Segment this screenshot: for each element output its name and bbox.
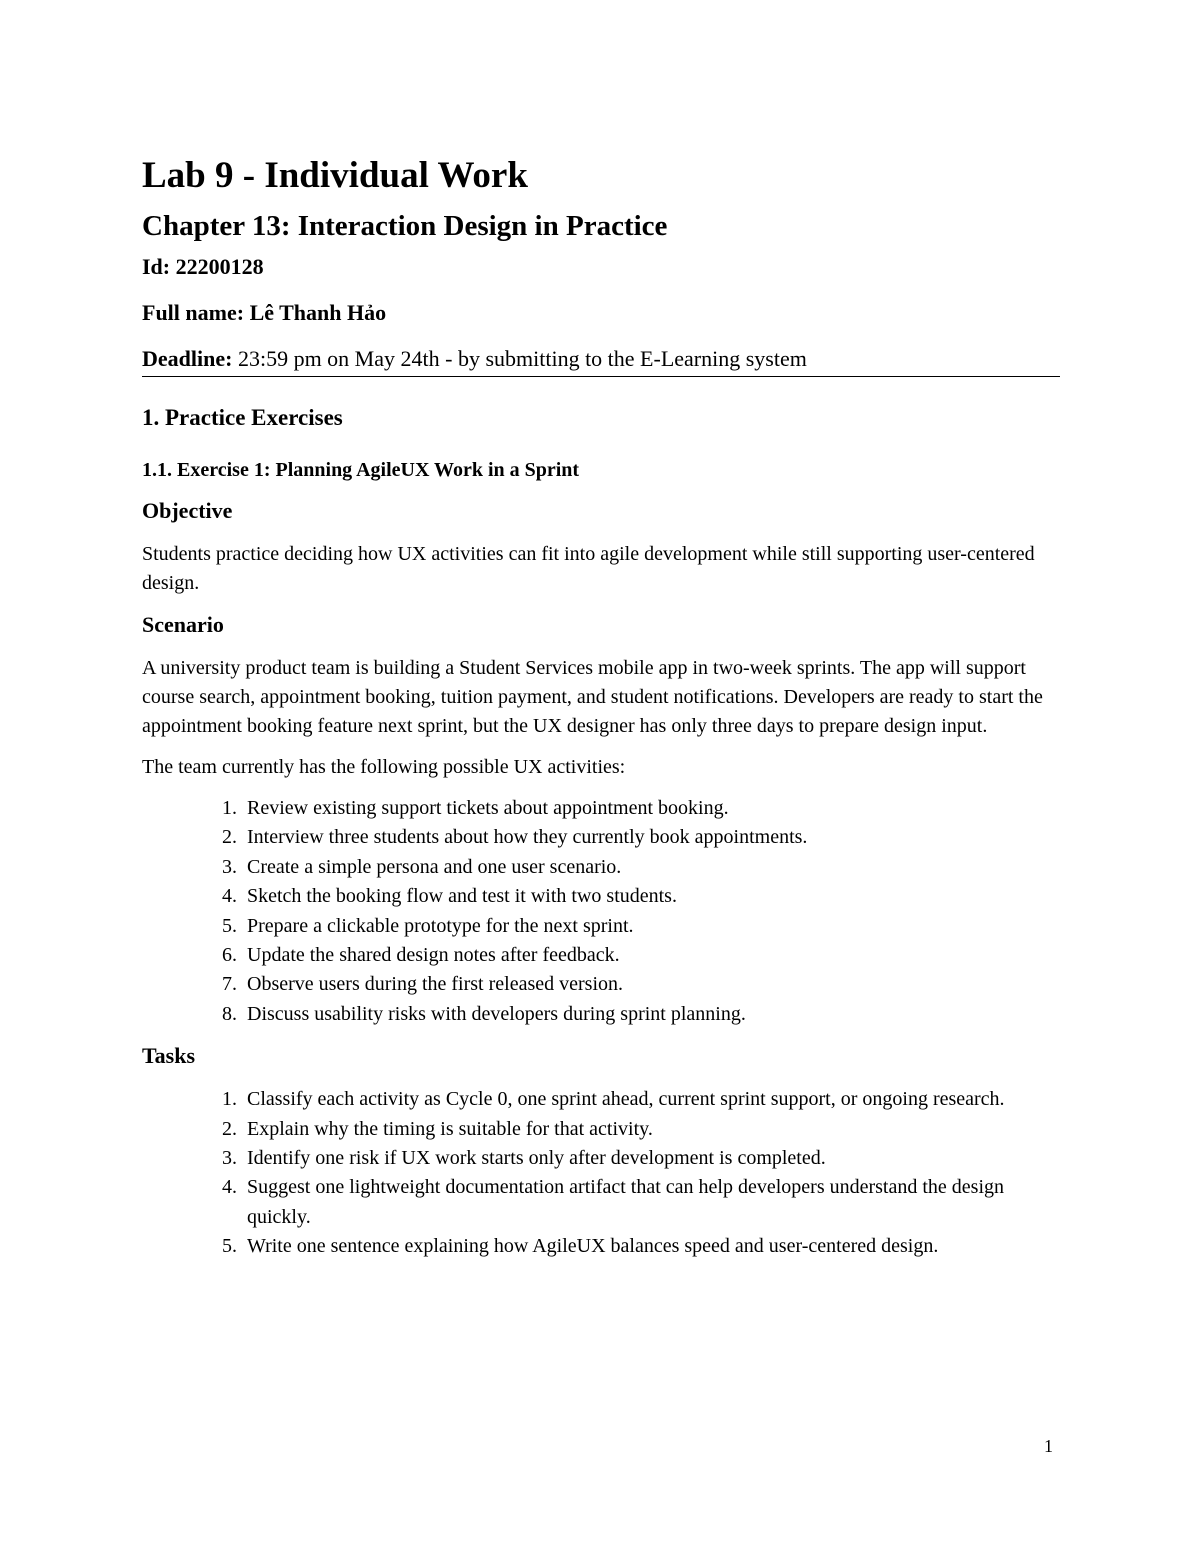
deadline-value: 23:59 pm on May 24th - by submitting to the E-Learning system — [232, 346, 807, 371]
page-number: 1 — [1044, 1436, 1053, 1456]
list-item: 6. Update the shared design notes after feedback. — [222, 944, 620, 967]
list-item: 4. Sketch the booking flow and test it with two students. — [222, 885, 677, 908]
chapter-title: Chapter 13: Interaction Design in Practice — [142, 210, 668, 242]
scenario-heading: Scenario — [142, 612, 224, 637]
activities-list — [142, 794, 1060, 1029]
scenario-text: A university product team is building a Student Services mobile app in two-week sprints. The app will support course search, appointment booking, tuition payment, and student notifications. Developers are ready to start the appointment booking feature next sprint, but the UX designer has only three days to prepare design input. — [142, 657, 1043, 737]
deadline-label: Deadline: — [142, 346, 233, 371]
list-item: 5. Prepare a clickable prototype for the next sprint. — [222, 914, 634, 937]
list-item: 3. Create a simple persona and one user scenario. — [222, 855, 622, 878]
student-id-value: 22200128 — [175, 254, 264, 279]
objective-heading: Objective — [142, 498, 233, 523]
document-page — [142, 150, 1060, 1274]
student-id — [142, 252, 1060, 298]
list-item: 8. Discuss usability risks with developers during sprint planning. — [222, 1002, 746, 1025]
document-title: Lab 9 - Individual Work — [142, 155, 528, 196]
exercise-heading: 1.1. Exercise 1: Planning AgileUX Work in a Sprint — [142, 459, 580, 481]
list-item: 2. Explain why the timing is suitable for that activity. — [222, 1117, 653, 1140]
list-item: 4. Suggest one lightweight documentation artifact that can help developers understand the design quickly. — [222, 1176, 1005, 1228]
list-item: 5. Write one sentence explaining how AgileUX balances speed and user-centered design. — [222, 1235, 939, 1258]
list-item: 3. Identify one risk if UX work starts only after development is completed. — [222, 1147, 826, 1170]
section-heading: 1. Practice Exercises — [142, 405, 343, 430]
list-item: 7. Observe users during the first released version. — [222, 973, 623, 996]
list-item: 1. Review existing support tickets about appointment booking. — [222, 797, 729, 819]
list-item: 2. Interview three students about how they currently book appointments. — [222, 826, 808, 849]
student-name-label: Full name: — [142, 300, 245, 325]
tasks-list — [142, 1085, 1060, 1261]
deadline — [142, 344, 1060, 377]
list-item: 1. Classify each activity as Cycle 0, one sprint ahead, current sprint support, or ongoing research. — [222, 1088, 1005, 1111]
student-id-label: Id: — [142, 254, 171, 279]
student-name-value: Lê Thanh Hảo — [249, 300, 387, 325]
tasks-heading: Tasks — [142, 1043, 196, 1069]
activities-intro: The team currently has the following possible UX activities: — [142, 756, 626, 778]
objective-text: Students practice deciding how UX activities can fit into agile development while still supporting user-centered design. — [142, 543, 1035, 594]
student-name — [142, 298, 1060, 344]
